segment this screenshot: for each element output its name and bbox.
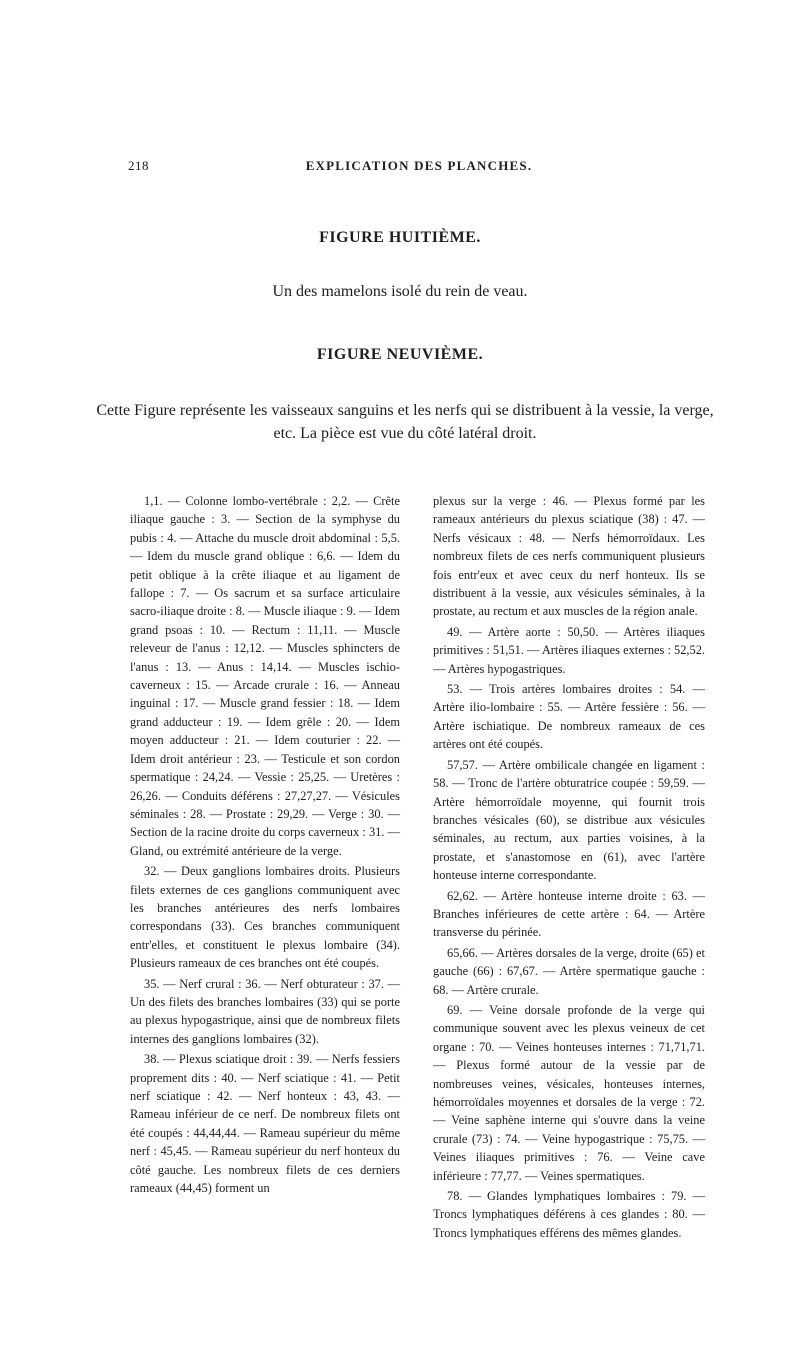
paragraph: 32. — Deux ganglions lombaires droits. Plusieurs filets externes de ces ganglions communiquent avec les branches antérieures des nerfs lombaires correspondans (33). Ces branches communiquent entr'elles, et constituent le plexus lombaire (34). Plusieurs rameaux de ces branches ont été coupés. [130, 864, 400, 971]
paragraph: 49. — Artère aorte : 50,50. — Artères iliaques primitives : 51,51. — Artères iliaques externes : 52,52. — Artères hypogastriques. [433, 624, 705, 676]
paragraph: plexus sur la verge : 46. — Plexus formé par les rameaux antérieurs du plexus sciatique (38) : 47. — Nerfs vésicaux : 48. — Nerfs hémorroïdaux. Les nombreux filets de ces nerfs communiquent plusieurs fois entr'eux et avec ceux du nerf honteux. Ils se distribuent à la vessie, aux vésicules séminales, à la prostate, au rectum et aux muscles de la région anale. [433, 494, 705, 619]
right-column [433, 492, 705, 1244]
paragraph: 78. — Glandes lymphatiques lombaires : 79. — Troncs lymphatiques déférens à ces glandes : 80. — Troncs lymphatiques efférens des mêmes glandes. [433, 1189, 705, 1240]
page-number: 218 [128, 158, 149, 173]
paragraph: 57,57. — Artère ombilicale changée en ligament : 58. — Tronc de l'artère obturatrice coupée : 59,59. — Artère hémorroïdale moyenne, qui fournit trois branches vésicales (60), se distribue aux vésicules séminales, au rectum, aux parties voisines, à la prostate, et s'anastomose en (61), avec l'artère honteuse interne correspondante. [433, 757, 705, 883]
figure-eight-heading: FIGURE HUITIÈME. [319, 229, 481, 246]
running-head [128, 158, 710, 178]
figure-eight-caption: Un des mamelons isolé du rein de veau. [272, 283, 528, 300]
paragraph: 38. — Plexus sciatique droit : 39. — Nerfs fessiers proprement dits : 40. — Nerf sciatique : 41. — Petit nerf sciatique : 42. — Nerf honteux : 43, 43. — Rameau inférieur de ce nerf. De nombreux filets ont été coupés : 44,44,44. — Rameau supérieur du même nerf : 45,45. — Rameau supérieur du nerf honteux du côté gauche. Les nombreux filets de ces derniers rameaux (44,45) forment un [130, 1052, 400, 1196]
figure-nine-caption: Cette Figure représente les vaisseaux sanguins et les nerfs qui se distribuent à la vessie, la verge, etc. La pièce est vue du côté latéral droit. [96, 402, 714, 442]
paragraph: 53. — Trois artères lombaires droites : 54. — Artère ilio-lombaire : 55. — Artère fessière : 56. — Artère ischiatique. De nombreux rameaux de ces artères ont été coupés. [433, 682, 705, 752]
paragraph: 35. — Nerf crural : 36. — Nerf obturateur : 37. — Un des filets des branches lombaires (33) qui se porte au plexus hypogastrique, ainsi que de nombreux filets internes des ganglions lombaires (32). [130, 976, 400, 1046]
figure-nine-heading: FIGURE NEUVIÈME. [316, 346, 484, 363]
running-title: EXPLICATION DES PLANCHES. [305, 158, 533, 173]
paragraph: 69. — Veine dorsale profonde de la verge qui communique souvent avec les plexus veineux de cet organe : 70. — Veines honteuses internes : 71,71,71. — Plexus formé autour de la vessie par de nombreuses veines, vésicales, honteuses internes, hémorroïdales moyennes et dorsales de la verge : 72. — Veine saphène interne qui s'ouvre dans la veine crurale (73) : 74. — Veine hypogastrique : 75,75. — Veines iliaques primitives : 76. — Veine cave inférieure : 77,77. — Veines spermatiques. [433, 1002, 705, 1183]
paragraph: 1,1. — Colonne lombo-vertébrale : 2,2. — Crête iliaque gauche : 3. — Section de la symphyse du pubis : 4. — Attache du muscle droit abdominal : 5,5. — Idem du muscle grand oblique : 6,6. — Idem du petit oblique à la crête iliaque et au ligament de fallope : 7. — Os sacrum et sa surface articulaire sacro-iliaque droite : 8. — Muscle iliaque : 9. — Idem grand psoas : 10. — Rectum : 11,11. — Muscle releveur de l'anus : 12,12. — Muscles sphincters de l'anus : 13. — Anus : 14,14. — Muscles ischio-caverneux : 15. — Arcade crurale : 16. — Anneau inguinal : 17. — Muscle grand fessier : 18. — Idem grand adducteur : 19. — Idem grêle : 20. — Idem moyen adducteur : 21. — Idem couturier : 22. — Idem droit antérieur : 23. — Testicule et son cordon spermatique : 24,24. — Vessie : 25,25. — Uretères : 26,26. — Conduits déférens : 27,27,27. — Vésicules séminales : 28. — Prostate : 29,29. — Verge : 30. — Section de la racine droite du corps caverneux : 31. — Gland, ou extrémité antérieure de la verge. [130, 494, 400, 858]
paragraph: 65,66. — Artères dorsales de la verge, droite (65) et gauche (66) : 67,67. — Artère spermatique gauche : 68. — Artère crurale. [433, 945, 705, 997]
paragraph: 62,62. — Artère honteuse interne droite : 63. — Branches inférieures de cette artère : 64. — Artère transverse du périnée. [433, 888, 705, 940]
left-column [130, 492, 400, 1199]
